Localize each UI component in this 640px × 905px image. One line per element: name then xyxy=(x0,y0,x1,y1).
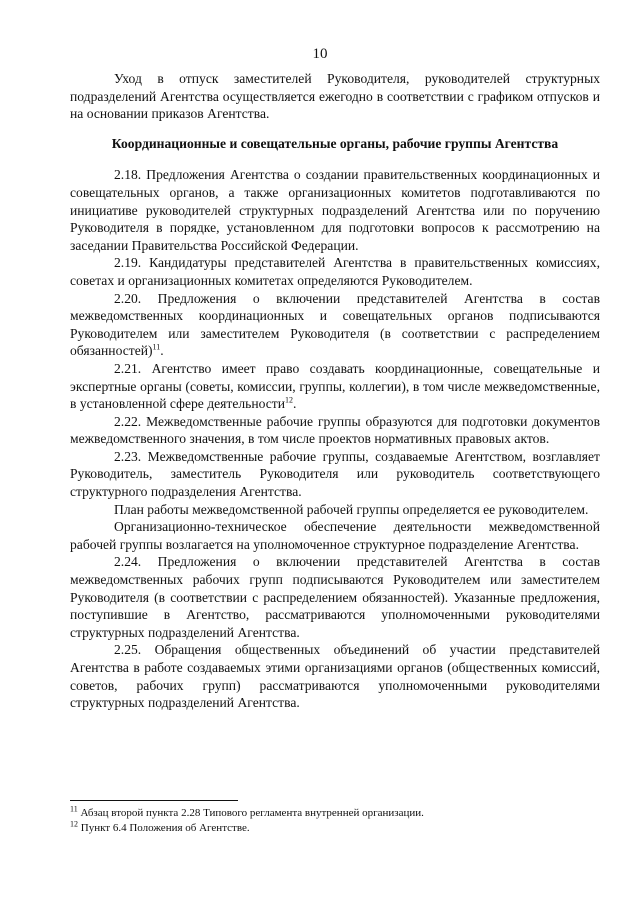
footnote-12 xyxy=(70,821,600,836)
footnote-ref-12: 12 xyxy=(285,395,294,405)
paragraph-2-20-end: . xyxy=(160,343,164,359)
paragraph-2-20 xyxy=(70,290,600,360)
paragraph-2-23: 2.23. Межведомственные рабочие группы, создаваемые Агентством, возглавляет Руководитель, заместитель Руководителя или руководитель соответствующего структурного подразделения Агентства. xyxy=(70,448,600,500)
paragraph-2-21 xyxy=(70,360,600,413)
paragraph-2-18: 2.18. Предложения Агентства о создании правительственных координационных и совещательных органов, а также организационных комитетов подготавливаются по инициативе руководителей структурных подразделений Агентства или по поручению Руководителя в порядке, установленном для подготовки вопросов к рассмотрению на заседании Правительства Российской Федерации. xyxy=(70,167,600,253)
paragraph-2-21-end: . xyxy=(293,396,297,412)
footnotes xyxy=(70,806,600,836)
footnote-divider xyxy=(70,800,238,801)
footnote-text-12: Пункт 6.4 Положения об Агентстве. xyxy=(78,822,250,834)
footnote-text-11: Абзац второй пункта 2.28 Типового регламента внутренней организации. xyxy=(77,807,424,819)
page-number: 10 xyxy=(312,46,328,62)
section-heading: Координационные и совещательные органы, рабочие группы Агентства xyxy=(111,135,559,151)
paragraph-2-19: 2.19. Кандидатуры представителей Агентства в правительственных комиссиях, советах и организационных комитетах определяются Руководителем. xyxy=(70,255,600,288)
paragraph-vacation: Уход в отпуск заместителей Руководителя, руководителей структурных подразделений Агентства осуществляется ежегодно в соответствии с графиком отпусков и на основании приказов Агентства. xyxy=(70,71,600,122)
paragraph-2-25: 2.25. Обращения общественных объединений об участии представителей Агентства в работе создаваемых этими организациями органов (общественных комиссий, советов, рабочих групп) рассматриваются уполномоченными руководителями структурных подразделений Агентства. xyxy=(70,642,600,711)
paragraph-2-22: 2.22. Межведомственные рабочие группы образуются для подготовки документов межведомственного значения, в том числе проектов нормативных правовых актов. xyxy=(70,413,600,447)
footnote-mark-12: 12 xyxy=(70,819,78,829)
paragraph-2-20-text: 2.20. Предложения о включении представителей Агентства в состав межведомственных координационных и совещательных органов подписываются Руководителем или заместителем Руководителя (в соответствии с распределением обязанностей) xyxy=(70,290,600,359)
paragraph-plan: План работы межведомственной рабочей группы определяется ее руководителем. xyxy=(114,501,589,517)
paragraph-org: Организационно-техническое обеспечение деятельности межведомственной рабочей группы возлагается на уполномоченное структурное подразделение Агентства. xyxy=(70,519,600,552)
paragraph-2-21-text: 2.21. Агентство имеет право создавать координационные, совещательные и экспертные органы (советы, комиссии, группы, коллегии), в том числе межведомственные, в установленной сфере деятельности xyxy=(70,360,600,412)
footnote-mark-11: 11 xyxy=(70,804,78,814)
footnote-11 xyxy=(70,806,600,821)
paragraph-2-24: 2.24. Предложения о включении представителей Агентства в состав межведомственных рабочих групп подписываются Руководителем или заместителем Руководителя (в соответствии с распределением обязанностей). Указанные предложения, поступившие в Агентство, рассматриваются уполномоченными руководителями структурных подразделений Агентства. xyxy=(70,554,600,640)
document-body xyxy=(70,70,600,712)
footnote-ref-11: 11 xyxy=(152,342,161,352)
